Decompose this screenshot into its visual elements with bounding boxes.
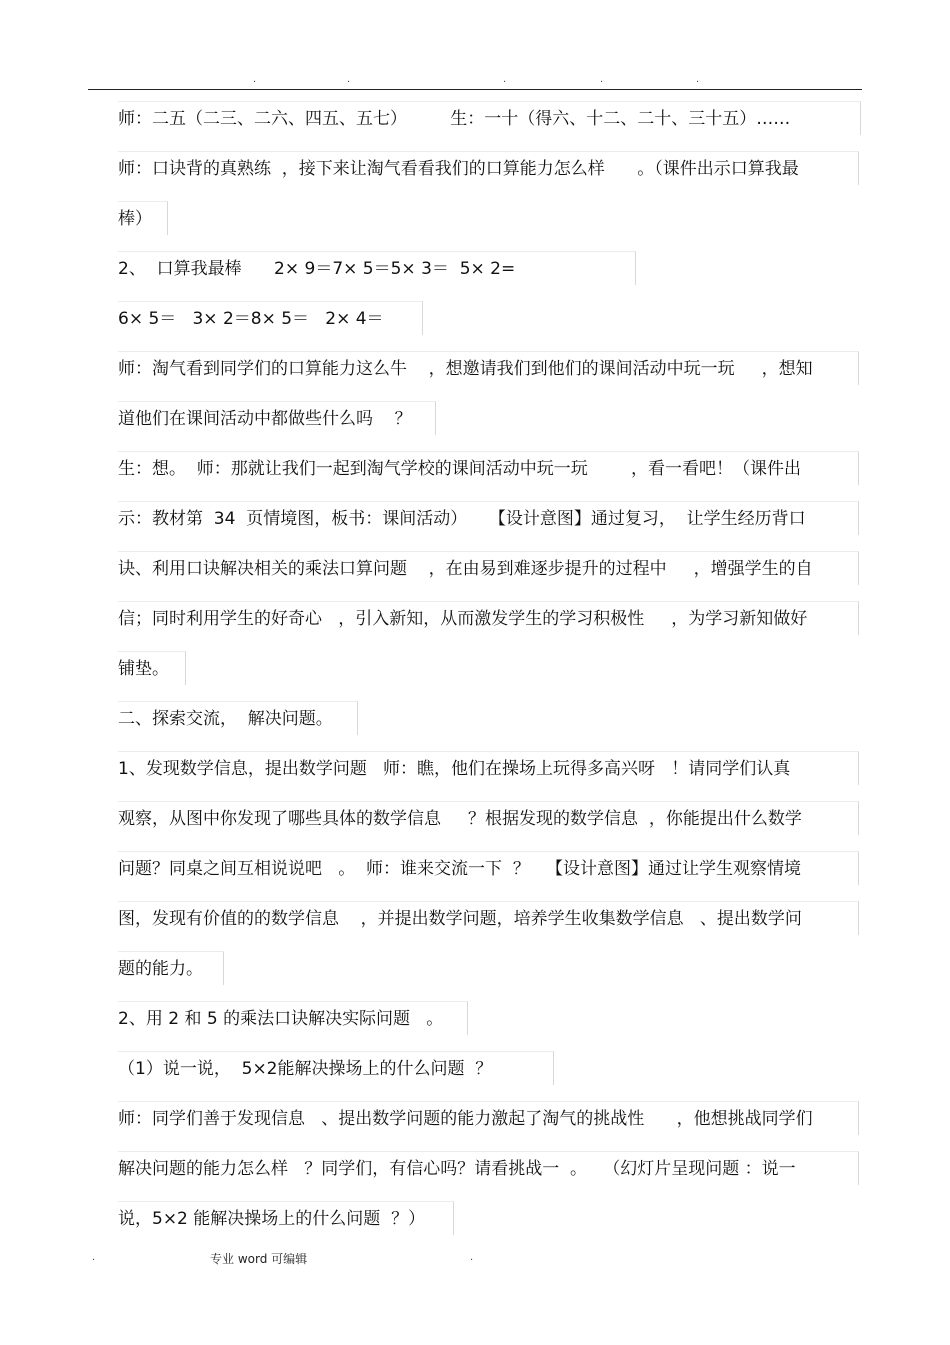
text-line: 棒） <box>118 201 168 235</box>
text-line: 道他们在课间活动中都做些什么吗 ？ <box>118 401 436 435</box>
header-dot: . <box>347 74 351 85</box>
text-line: 2、 口算我最棒 2× 9＝7× 5＝5× 3＝ 5× 2= <box>118 251 636 285</box>
header-rule <box>88 89 862 90</box>
text-line: 师：二五（二三、二六、四五、五七） 生：一十（得六、十二、二十、三十五）…… <box>118 101 861 135</box>
header-dot: . <box>600 74 604 85</box>
text-line: 解决问题的能力怎么样 ？同学们，有信心吗？请看挑战一 。 （幻灯片呈现问题 ：说一 <box>118 1151 859 1185</box>
text-line: 问题？同桌之间互相说说吧 。 师：谁来交流一下 ？ 【设计意图】通过让学生观察情境 <box>118 851 859 885</box>
header-dot: . <box>253 74 257 85</box>
text-line: 题的能力。 <box>118 951 224 985</box>
text-line: 生：想。 师：那就让我们一起到淘气学校的课间活动中玩一玩 ，看一看吧！（课件出 <box>118 451 859 485</box>
text-line: 二、探索交流， 解决问题。 <box>118 701 358 735</box>
text-line: （1）说一说， 5×2能解决操场上的什么问题 ？ <box>118 1051 554 1085</box>
footer-text: 专业 word 可编辑 <box>210 1252 308 1266</box>
header-dot: . <box>696 74 700 85</box>
text-line: 图，发现有价值的的数学信息 ，并提出数学问题，培养学生收集数学信息 、提出数学问 <box>118 901 859 935</box>
text-line: 2、用 2 和 5 的乘法口诀解决实际问题 。 <box>118 1001 468 1035</box>
text-line: 师：同学们善于发现信息 、提出数学问题的能力激起了淘气的挑战性 ，他想挑战同学们 <box>118 1101 859 1135</box>
text-line: 说，5×2 能解决操场上的什么问题 ？） <box>118 1201 454 1235</box>
header-dot: . <box>503 74 507 85</box>
text-line: 师：口诀背的真熟练 ，接下来让淘气看看我们的口算能力怎么样 。（课件出示口算我最 <box>118 151 859 185</box>
text-line: 诀、利用口诀解决相关的乘法口算问题 ，在由易到难逐步提升的过程中 ，增强学生的自 <box>118 551 859 585</box>
text-line: 信；同时利用学生的好奇心 ，引入新知，从而激发学生的学习积极性 ，为学习新知做好 <box>118 601 859 635</box>
footer-dot: . <box>92 1252 96 1263</box>
footer-dot: . <box>470 1252 474 1263</box>
text-line: 示：教材第 34 页情境图，板书：课间活动） 【设计意图】通过复习， 让学生经历背口 <box>118 501 859 535</box>
text-line: 6× 5＝ 3× 2＝8× 5＝ 2× 4＝ <box>118 301 423 335</box>
text-line: 观察，从图中你发现了哪些具体的数学信息 ？根据发现的数学信息 ，你能提出什么数学 <box>118 801 859 835</box>
text-line: 师：淘气看到同学们的口算能力这么牛 ，想邀请我们到他们的课间活动中玩一玩 ，想知 <box>118 351 859 385</box>
text-line: 铺垫。 <box>118 651 186 685</box>
text-line: 1、发现数学信息，提出数学问题 师：瞧，他们在操场上玩得多高兴呀 ！请同学们认真 <box>118 751 859 785</box>
